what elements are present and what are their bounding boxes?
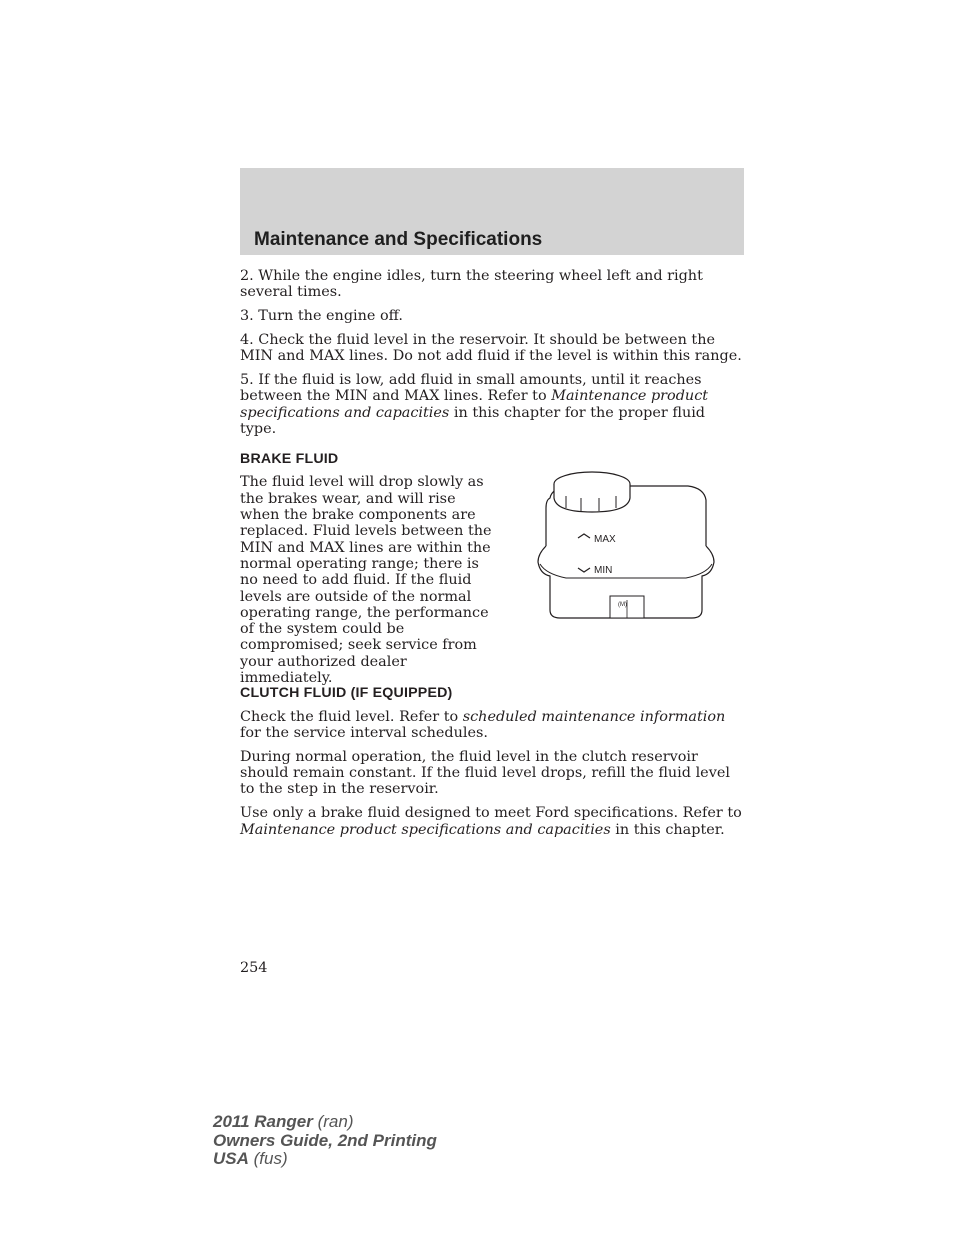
clutch-p3-text-end: in this chapter. — [610, 821, 725, 838]
clutch-p1-reference: scheduled maintenance information — [462, 708, 726, 725]
clutch-fluid-heading: CLUTCH FLUID (IF EQUIPPED) — [240, 685, 453, 702]
step-4: 4. Check the fluid level in the reservoir. It should be between the MIN and MAX lines. Do not add fluid if the level is within this range. — [240, 331, 742, 365]
clutch-p3-text: Use only a brake fluid designed to meet Ford specifications. Refer to — [240, 805, 742, 822]
step-5-text-end: in this chapter for the proper fluid type. — [240, 404, 706, 437]
clutch-p3-reference: Maintenance product specifications and capacities — [240, 821, 611, 838]
clutch-paragraph-3 — [240, 805, 744, 838]
step-5-reference: Maintenance product specifications and capacities — [240, 388, 709, 421]
clutch-paragraph-2: During normal operation, the fluid level in the clutch reservoir should remain constant. If the fluid level drops, refill the fluid level to the step in the reservoir. — [240, 748, 730, 798]
section-title: Maintenance and Specifications — [254, 229, 543, 250]
footer-region-code: (fus) — [253, 1149, 288, 1168]
brake-fluid-heading: BRAKE FLUID — [240, 451, 339, 468]
footer-region: USA — [213, 1149, 249, 1168]
brake-fluid-section — [240, 474, 744, 687]
step-3: 3. Turn the engine off. — [240, 308, 403, 325]
footer-region-line — [213, 1150, 437, 1169]
max-label: MAX — [594, 534, 616, 546]
brake-fluid-text: The fluid level will drop slowly as the brakes wear, and will rise when the brake components are replaced. Fluid levels between the MIN and MAX lines are within the normal operating range; there is no need to add fluid. If the fluid levels are outside of the normal operating range, the performance of the system could be compromised; seek service from your authorized dealer immediately. — [240, 474, 492, 687]
clutch-p1-text: Check the fluid level. Refer to — [240, 708, 463, 725]
clutch-p1-text-end: for the service interval schedules. — [240, 725, 488, 742]
page-content — [240, 268, 744, 845]
document-footer — [213, 1113, 437, 1169]
footer-guide: Owners Guide, 2nd Printing — [213, 1130, 437, 1150]
page-number: 254 — [240, 960, 268, 976]
footer-model: 2011 Ranger — [213, 1112, 313, 1131]
step-2: 2. While the engine idles, turn the steering wheel left and right several times. — [240, 268, 703, 301]
brake-fluid-reservoir-diagram — [536, 470, 716, 630]
logo-label: (M) — [618, 602, 627, 609]
step-5 — [240, 372, 744, 437]
step-5-text: 5. If the fluid is low, add fluid in small amounts, until it reaches between the MIN and MAX lines. Refer to — [240, 371, 702, 405]
min-label: MIN — [594, 565, 613, 577]
footer-model-code: (ran) — [317, 1112, 354, 1131]
section-header-band — [240, 168, 744, 255]
clutch-paragraph-1 — [240, 709, 744, 742]
footer-model-line — [213, 1113, 437, 1132]
